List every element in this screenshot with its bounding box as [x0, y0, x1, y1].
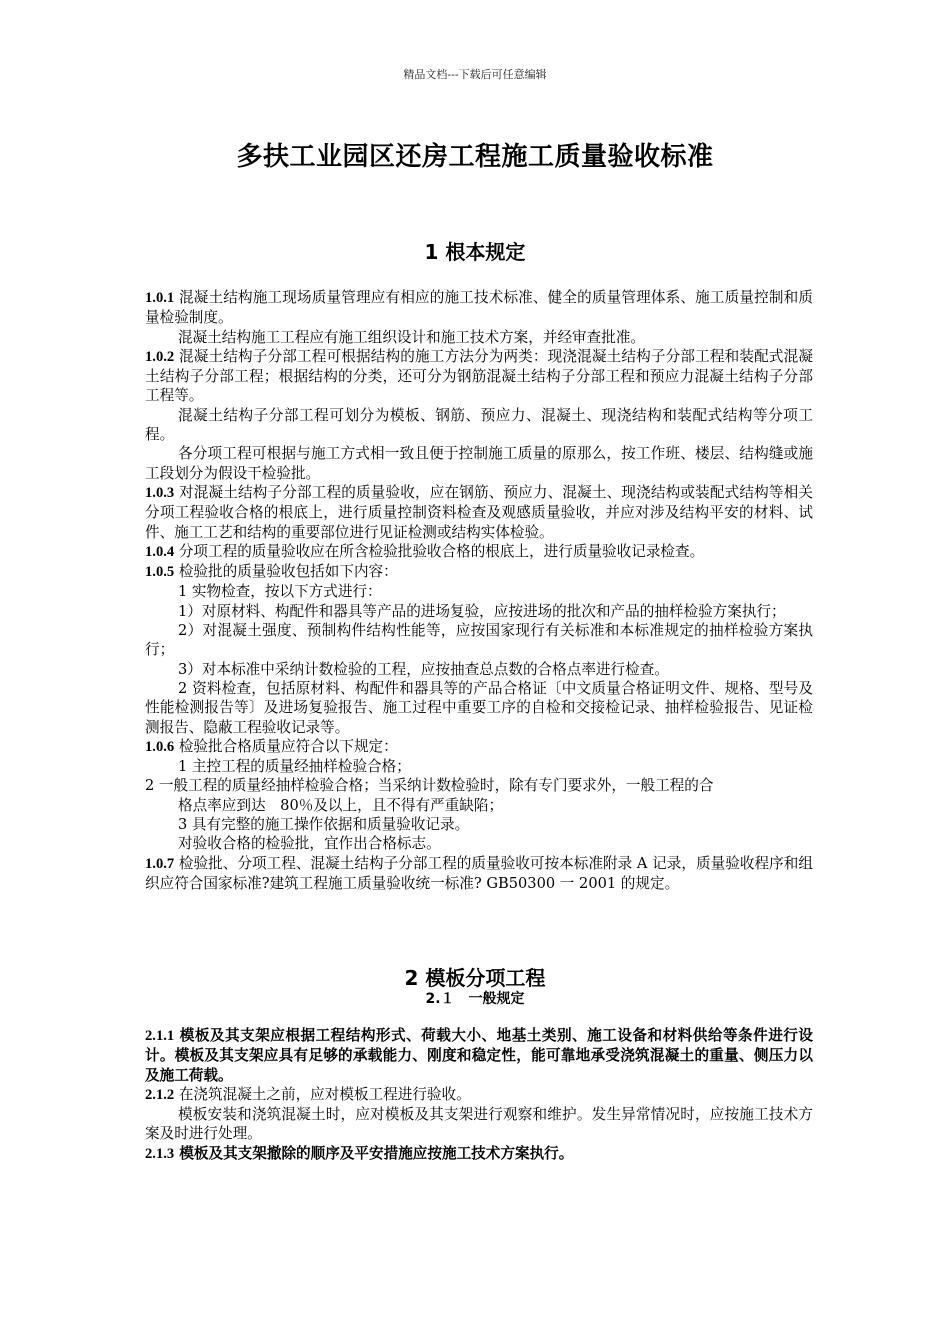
clause-1-0-2 [145, 347, 813, 406]
clause-text: 在浇筑混凝土之前，应对模板工程进行验收。 [178, 1085, 471, 1103]
clause-number: 1.0.7 [145, 855, 175, 872]
section-2-body [145, 1026, 813, 1164]
list-item: 2）对混凝土强度、预制构件结构性能等，应按国家现行有关标准和本标准规定的抽样检验方案执行； [145, 622, 813, 659]
list-item: 3 具有完整的施工操作依据和质量验收记录。 [178, 816, 470, 834]
clause-1-0-6 [145, 737, 813, 757]
paragraph: 模板安装和浇筑混凝土时，应对模板及其支架进行观察和维护。发生异常情况时，应按施工技术方案及时进行处理。 [145, 1106, 813, 1143]
clause-1-0-5 [145, 562, 813, 582]
clause-text: 检验批的质量验收包括如下内容： [178, 563, 398, 581]
clause-number: 1.0.3 [145, 484, 175, 501]
paragraph: 各分项工程可根据与施工方式相一致且便于控制施工质量的原那么，按工作班、楼层、结构缝或施工段划分为假设干检验批。 [145, 445, 813, 482]
page-header: 精品文档---下载后可任意编辑 [403, 68, 547, 81]
list-item: 2 一般工程的质量经抽样检验合格；当采纳计数检验时，除有专门要求外，一般工程的合 [145, 777, 714, 795]
list-item: 2 资料检查，包括原材料、构配件和器具等的产品合格证〔中文质量合格证明文件、规格、型号及性能检测报告等〕及进场复验报告、施工过程中重要工序的自检和交接检记录、抽样检验报告、见证检测报告、隐蔽工程验收记录等。 [145, 679, 813, 736]
clause-1-0-1 [145, 288, 813, 328]
clause-text: 对混凝土结构子分部工程的质量验收，应在钢筋、预应力、混凝土、现浇结构或装配式结构等相关分项工程验收合格的根底上，进行质量控制资料检查及观感质量验收，并应对涉及结构平安的材料、试件、施工工艺和结构的重要部位进行见证检测或结构实体检验。 [145, 483, 813, 541]
clause-number: 1.0.4 [145, 543, 175, 560]
clause-number: 2.1.1 [145, 1028, 175, 1044]
section-2-heading: 2 模板分项工程 [404, 966, 546, 990]
clause-1-0-4 [145, 542, 813, 562]
clause-2-1-1 [145, 1026, 813, 1085]
clause-number: 2.1.3 [145, 1145, 175, 1162]
clause-number: 2.1.2 [145, 1086, 175, 1103]
list-item: 1 实物检查，按以下方式进行： [178, 583, 382, 601]
clause-text: 混凝土结构子分部工程可根据结构的施工方法分为两类：现浇混凝土结构子分部工程和装配式混凝土结构子分部工程；根据结构的分类，还可分为钢筋混凝土结构子分部工程和预应力混凝土结构子分部工程等。 [145, 347, 813, 405]
clause-2-1-3 [145, 1144, 813, 1164]
clause-1-0-3 [145, 483, 813, 542]
document-title: 多扶工业园区还房工程施工质量验收标准 [236, 142, 714, 172]
clause-2-1-2 [145, 1085, 813, 1105]
clause-1-0-7 [145, 854, 813, 894]
section-2-subheading: 2.１ 一般规定 [425, 991, 525, 1007]
list-item: 3）对本标准中采纳计数检验的工程，应按抽查总点数的合格点率进行检查。 [178, 660, 669, 678]
list-item: 1）对原材料、构配件和器具等产品的进场复验，应按进场的批次和产品的抽样检验方案执行； [178, 602, 786, 620]
clause-text: 模板及其支架应根据工程结构形式、荷载大小、地基土类别、施工设备和材料供给等条件进行设计。模板及其支架应具有足够的承载能力、刚度和稳定性，能可靠地承受浇筑混凝土的重量、侧压力以及施工荷载。 [145, 1027, 813, 1084]
clause-number: 1.0.1 [145, 290, 175, 306]
list-item: 1 主控工程的质量经抽样检验合格； [178, 758, 411, 776]
clause-number: 1.0.5 [145, 564, 175, 581]
list-item-continued: 格点率应到达 80％及以上，且不得有严重缺陷； [178, 796, 504, 814]
clause-text: 检验批合格质量应符合以下规定： [178, 737, 398, 755]
section-1-body [145, 288, 813, 893]
paragraph: 混凝土结构施工工程应有施工组织设计和施工技术方案，并经审查批准。 [178, 328, 646, 346]
clause-text: 混凝土结构施工现场质量管理应有相应的施工技术标准、健全的质量管理体系、施工质量控制和质量检验制度。 [145, 289, 813, 327]
clause-number: 1.0.6 [145, 738, 175, 755]
clause-text: 检验批、分项工程、混凝土结构子分部工程的质量验收可按本标准附录 A 记录，质量验收程序和组织应符合国家标准?建筑工程施工质量验收统一标准? GB50300 一 2001 的规定。 [145, 854, 813, 892]
paragraph: 混凝土结构子分部工程可划分为模板、钢筋、预应力、混凝土、现浇结构和装配式结构等分项工程。 [145, 406, 813, 444]
section-1-heading: 1 根本规定 [424, 240, 526, 264]
clause-text: 分项工程的质量验收应在所含检验批验收合格的根底上，进行质量验收记录检查。 [178, 542, 705, 560]
clause-text: 模板及其支架撤除的顺序及平安措施应按施工技术方案执行。 [179, 1144, 574, 1162]
paragraph: 对验收合格的检验批，宜作出合格标志。 [178, 835, 441, 853]
clause-number: 1.0.2 [145, 348, 175, 365]
